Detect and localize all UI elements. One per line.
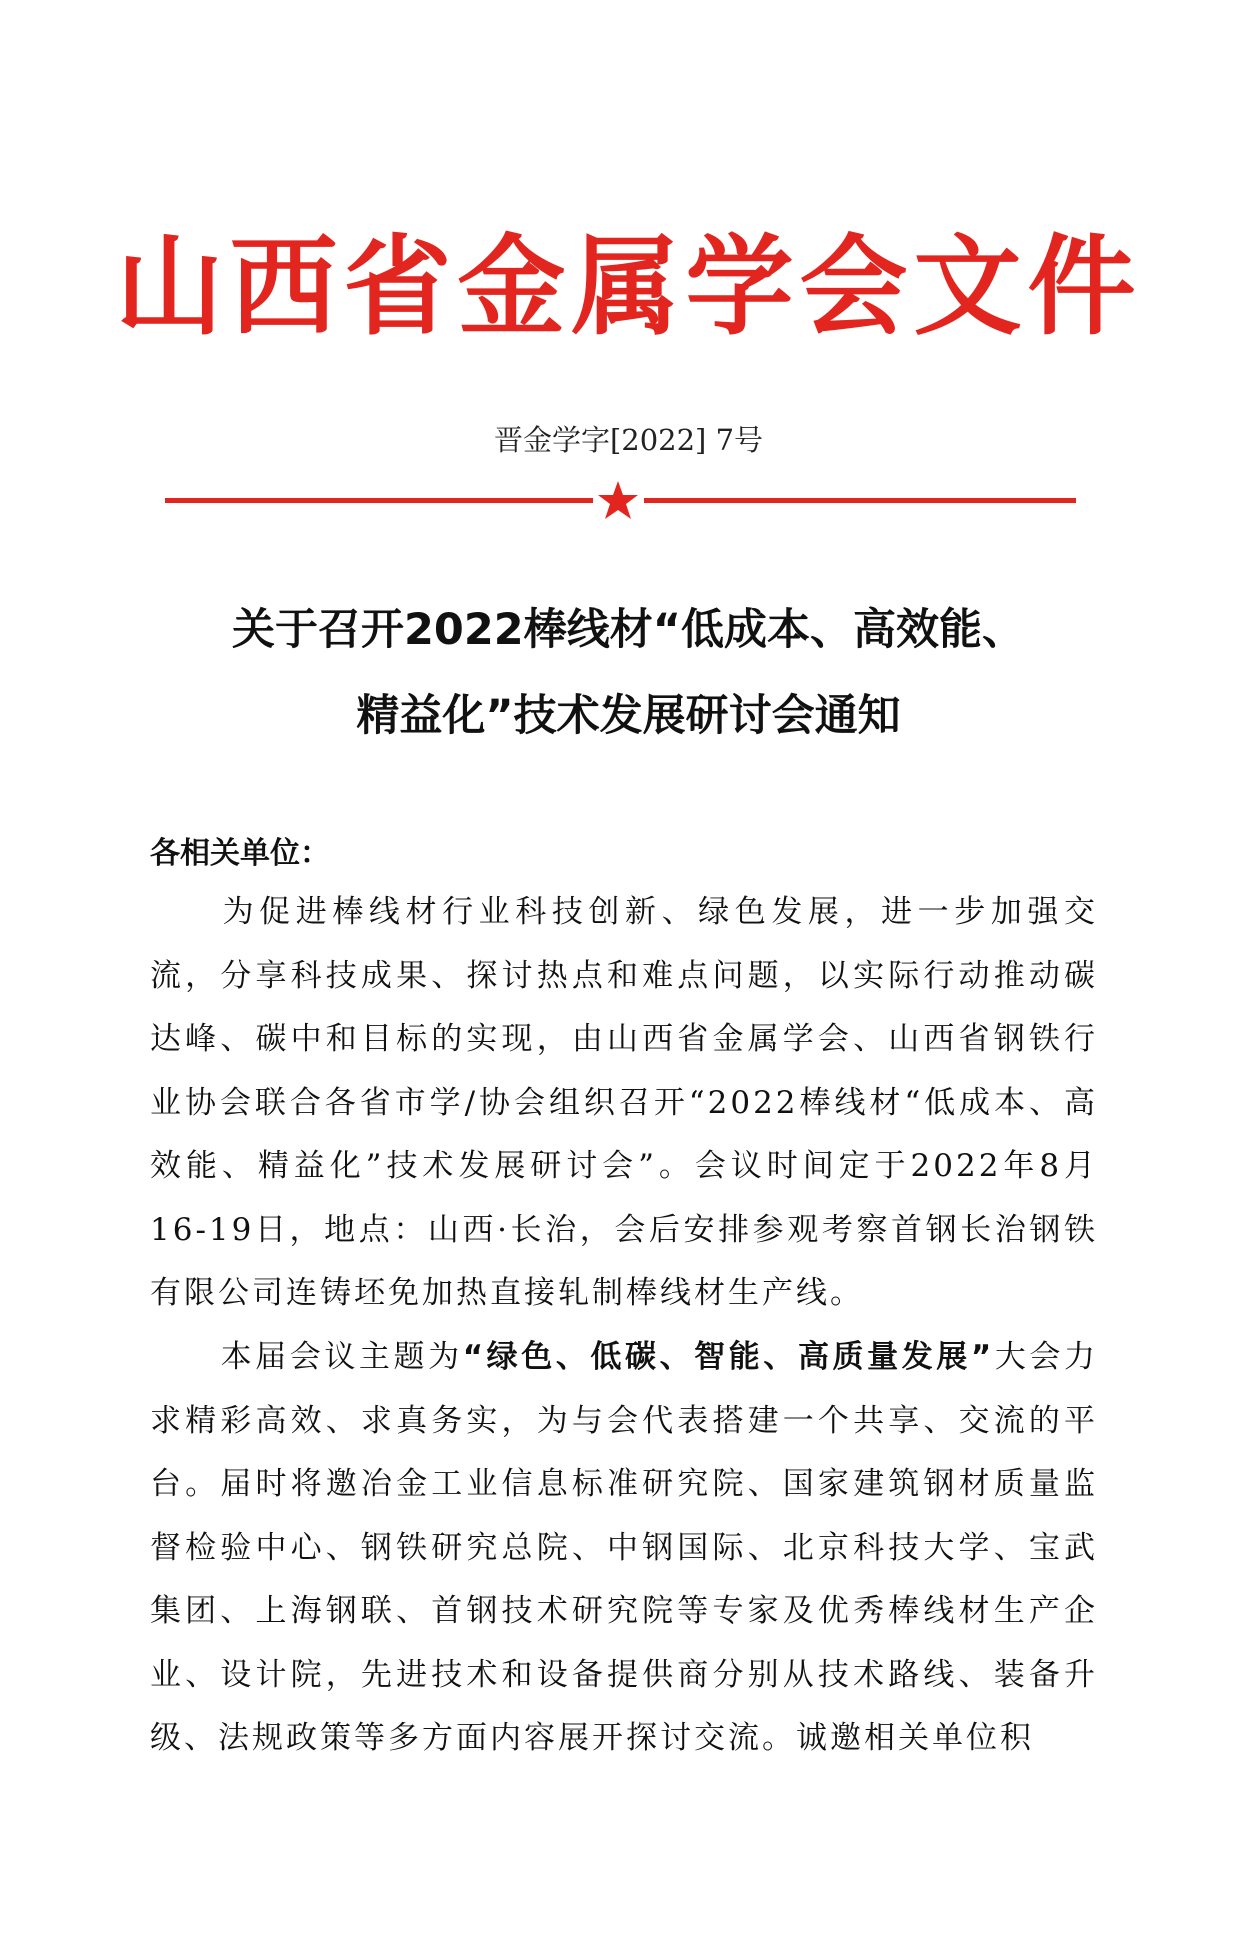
notice-title-line-2: 精益化”技术发展研讨会通知 [356, 691, 901, 741]
red-star-icon [596, 479, 640, 523]
body-paragraph-2 [150, 1326, 1098, 1771]
meeting-theme: “绿色、低碳、智能、高质量发展” [462, 1339, 995, 1375]
document-header-title: 山西省金属学会文件 [115, 224, 1142, 350]
salutation: 各相关单位： [150, 836, 330, 871]
red-divider-left [165, 498, 593, 503]
notice-title-line-1: 关于召开2022棒线材“低成本、高效能、 [232, 605, 1025, 655]
red-divider-right [644, 498, 1076, 503]
document-number: 晋金学字[2022] 7号 [493, 423, 764, 457]
body-paragraph-1 [150, 881, 1098, 1326]
paragraph-1-text: 为促进棒线材行业科技创新、绿色发展，进一步加强交流，分享科技成果、探讨热点和难点问题，以实际行动推动碳达峰、碳中和目标的实现，由山西省金属学会、山西省钢铁行业协会联合各省市学/协会组织召开“2022棒线材“低成本、高效能、精益化”技术发展研讨会”。会议时间定于2022年8月16-19日，地点：山西·长治，会后安排参观考察首钢长治钢铁有限公司连铸坯免加热直接轧制棒线材生产线。 [150, 894, 1098, 1311]
paragraph-2-rest: 大会力求精彩高效、求真务实，为与会代表搭建一个共享、交流的平台。届时将邀冶金工业信息标准研究院、国家建筑钢材质量监督检验中心、钢铁研究总院、中钢国际、北京科技大学、宝武集团、上海钢联、首钢技术研究院等专家及优秀棒线材生产企业、设计院，先进技术和设备提供商分别从技术路线、装备升级、法规政策等多方面内容展开探讨交流。诚邀相关单位积 [150, 1339, 1099, 1756]
paragraph-2-lead: 本届会议主题为 [220, 1339, 463, 1375]
